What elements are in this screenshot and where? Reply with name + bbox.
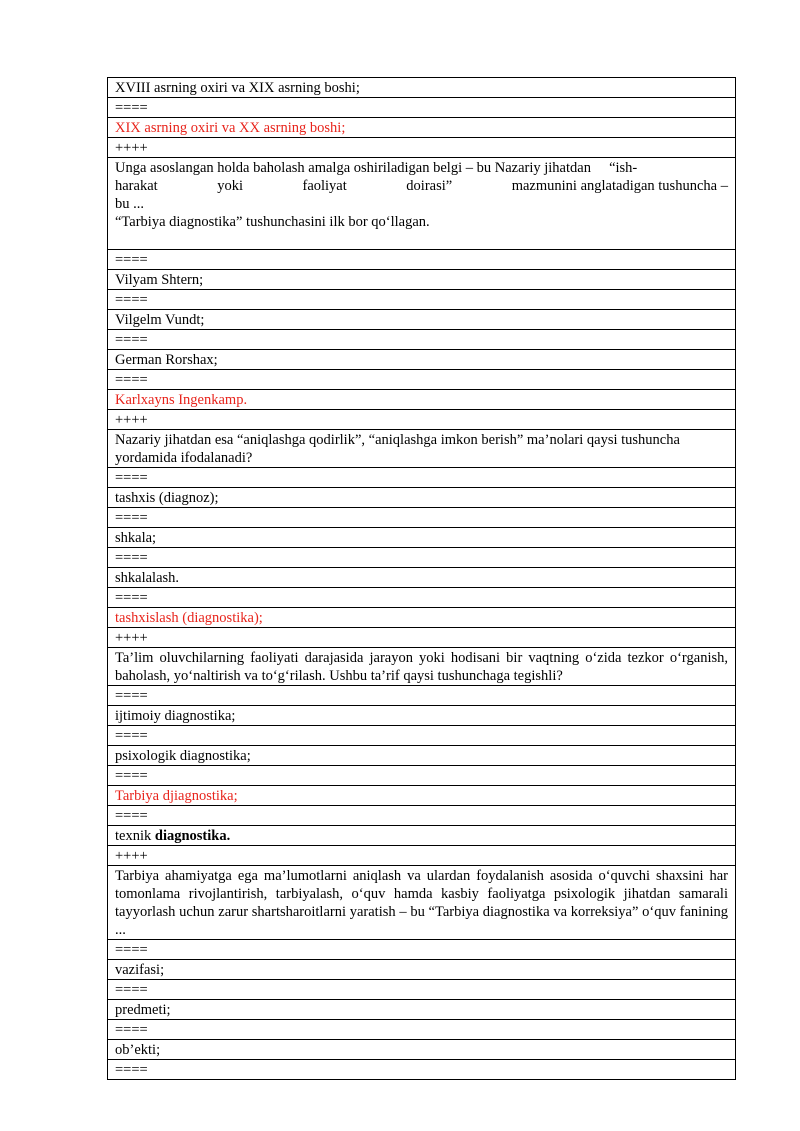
separator-row: ==== bbox=[108, 548, 736, 568]
answer-option: Vilgelm Vundt; bbox=[108, 310, 736, 330]
question-table bbox=[107, 77, 736, 1080]
question-word: harakat bbox=[115, 178, 158, 194]
answer-option bbox=[108, 826, 736, 846]
question-line: “Tarbiya diagnostika” tushunchasini ilk bor qo‘llagan. bbox=[115, 214, 430, 230]
question-marker-row: ++++ bbox=[108, 138, 736, 158]
correct-answer-option: Karlxayns Ingenkamp. bbox=[108, 390, 736, 410]
answer-option: shkala; bbox=[108, 528, 736, 548]
correct-answer-option: XIX asrning oxiri va XX asrning boshi; bbox=[108, 118, 736, 138]
answer-option: XVIII asrning oxiri va XIX asrning boshi; bbox=[108, 78, 736, 98]
answer-text: texnik bbox=[115, 828, 155, 844]
answer-option: vazifasi; bbox=[108, 960, 736, 980]
answer-option: predmeti; bbox=[108, 1000, 736, 1020]
question-marker-row: ++++ bbox=[108, 410, 736, 430]
separator-row: ==== bbox=[108, 588, 736, 608]
separator-row: ==== bbox=[108, 726, 736, 746]
question-word: yoki bbox=[217, 178, 243, 194]
question-text bbox=[108, 158, 736, 250]
correct-answer-option: tashxislash (diagnostika); bbox=[108, 608, 736, 628]
answer-option: psixologik diagnostika; bbox=[108, 746, 736, 766]
separator-row: ==== bbox=[108, 686, 736, 706]
answer-text-bold: diagnostika. bbox=[154, 828, 231, 844]
separator-row: ==== bbox=[108, 370, 736, 390]
question-line: Unga asoslangan holda baholash amalga oshiriladigan belgi – bu Nazariy jihatdan “ish- bbox=[115, 160, 638, 176]
question-marker-row: ++++ bbox=[108, 628, 736, 648]
question-line: bu ... bbox=[115, 196, 144, 212]
separator-row: ==== bbox=[108, 1060, 736, 1080]
separator-row: ==== bbox=[108, 1020, 736, 1040]
question-marker-row: ++++ bbox=[108, 846, 736, 866]
answer-option: German Rorshax; bbox=[108, 350, 736, 370]
answer-option: shkalalash. bbox=[108, 568, 736, 588]
separator-row: ==== bbox=[108, 980, 736, 1000]
question-text: Ta’lim oluvchilarning faoliyati darajasida jarayon yoki hodisani bir vaqtning o‘zida tezkor o‘rganish, baholash, yo‘naltirish va to‘g‘rilash. Ushbu ta’rif qaysi tushunchaga tegishli? bbox=[108, 648, 736, 686]
answer-option: tashxis (diagnoz); bbox=[108, 488, 736, 508]
separator-row: ==== bbox=[108, 468, 736, 488]
answer-option: ijtimoiy diagnostika; bbox=[108, 706, 736, 726]
question-word: mazmunini anglatadigan tushuncha – bbox=[511, 178, 728, 194]
question-text: Tarbiya ahamiyatga ega ma’lumotlarni aniqlash va ulardan foydalanish asosida o‘quvchi shaxsini har tomonlama rivojlantirish, tarbiyalash, o‘quv hamda kasbiy faoliyatga psixologik jihatdan samarali tayyorlash uchun zarur shartsharoitlarni yaratish – bu “Tarbiya diagnostika va korreksiya” o‘quv fanining ... bbox=[108, 866, 736, 940]
separator-row: ==== bbox=[108, 250, 736, 270]
correct-answer-option: Tarbiya djiagnostika; bbox=[108, 786, 736, 806]
separator-row: ==== bbox=[108, 806, 736, 826]
separator-row: ==== bbox=[108, 766, 736, 786]
separator-row: ==== bbox=[108, 98, 736, 118]
separator-row: ==== bbox=[108, 330, 736, 350]
question-line-justified bbox=[115, 177, 728, 195]
separator-row: ==== bbox=[108, 508, 736, 528]
question-word: doirasi” bbox=[406, 178, 453, 194]
answer-option: ob’ekti; bbox=[108, 1040, 736, 1060]
question-text: Nazariy jihatdan esa “aniqlashga qodirlik”, “aniqlashga imkon berish” ma’nolari qaysi tushuncha yordamida ifodalanadi? bbox=[108, 430, 736, 468]
answer-option: Vilyam Shtern; bbox=[108, 270, 736, 290]
separator-row: ==== bbox=[108, 290, 736, 310]
separator-row: ==== bbox=[108, 940, 736, 960]
question-word: faoliyat bbox=[302, 178, 347, 194]
